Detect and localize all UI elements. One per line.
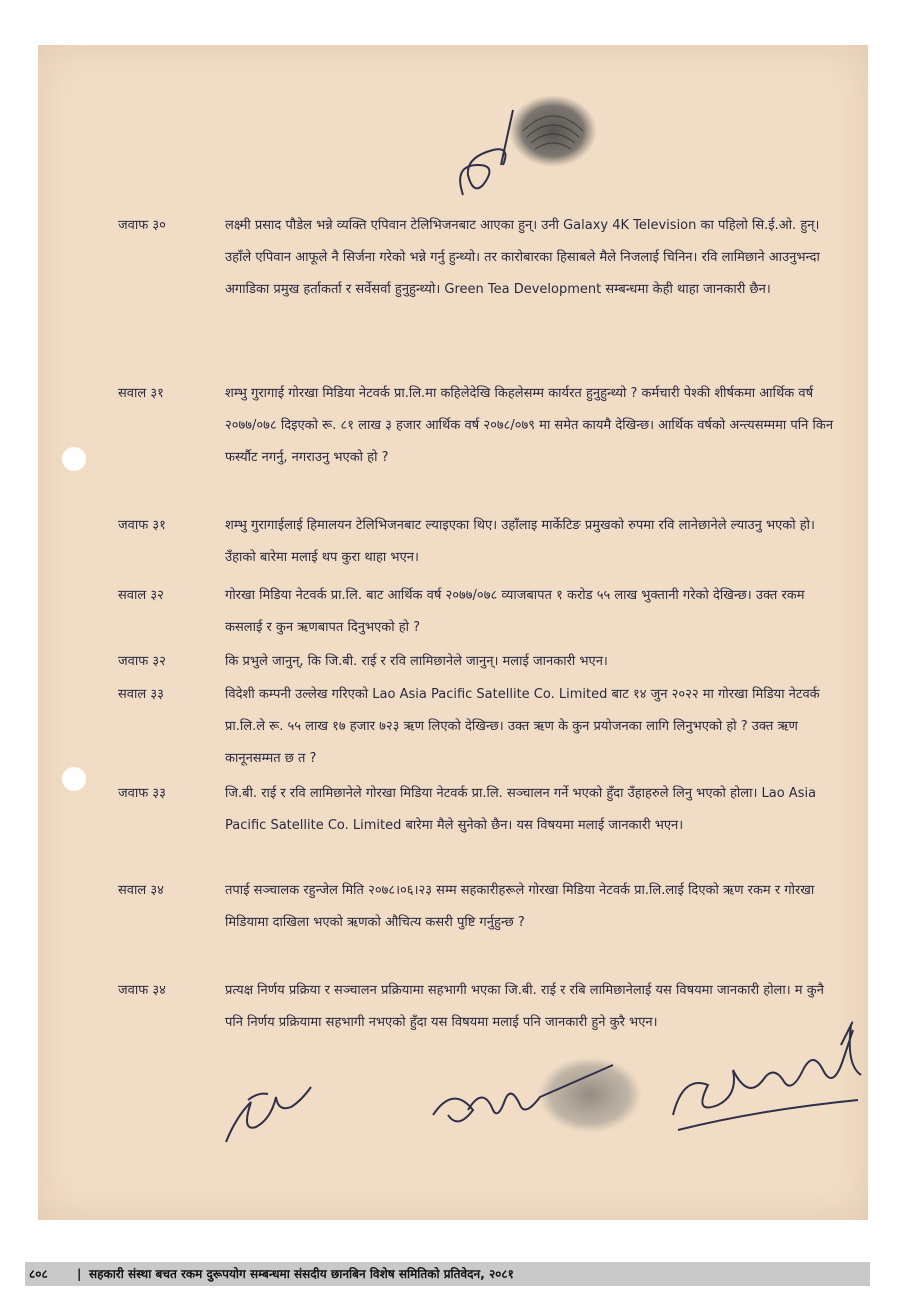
row-label: सवाल ३१ <box>118 386 164 401</box>
scanned-document-page <box>38 45 868 1220</box>
signature-top <box>443 105 523 200</box>
row-label: जवाफ ३२ <box>118 654 166 669</box>
row-label: जवाफ ३० <box>118 218 166 233</box>
row-label: जवाफ ३३ <box>118 786 166 801</box>
page-footer <box>25 1262 870 1286</box>
row-label: सवाल ३२ <box>118 588 164 603</box>
row-label: जवाफ ३४ <box>118 983 166 998</box>
punch-hole-lower <box>62 767 86 791</box>
signature-bottom-middle <box>423 1055 623 1145</box>
report-title: सहकारी संस्था बचत रकम दुरूपयोग सम्बन्धमा संसदीय छानबिन विशेष समितिको प्रतिवेदन, २०८१ <box>89 1267 514 1281</box>
row-text: शम्भु गुरागाई गोरखा मिडिया नेटवर्क प्रा.लि.मा कहिलेदेखि किहलेसम्म कार्यरत हुनुहुन्थ्यो ? कर्मचारी पेश्की शीर्षकमा आर्थिक वर्ष २०७७/०७८ दिइएको रू. ८१ लाख ३ हजार आर्थिक वर्ष २०७८/०७९ मा समेत कायमै देखिन्छ। आर्थिक वर्षको अन्त्यसम्ममा पनि किन फर्स्यौट नगर्नु, नगराउनु भएको हो ? <box>225 386 834 465</box>
row-label: सवाल ३४ <box>118 883 164 898</box>
signature-bottom-left <box>218 1070 318 1150</box>
row-text: कि प्रभुले जानुन्, कि जि.बी. राई र रवि लामिछानेले जानुन्। मलाई जानकारी भएन। <box>225 654 608 669</box>
row-text: विदेशी कम्पनी उल्लेख गरिएको Lao Asia Pacific Satellite Co. Limited बाट १४ जुन २०२२ मा गोरखा मिडिया नेटवर्क प्रा.लि.ले रू. ५५ लाख १७ हजार ७२३ ऋण लिएको देखिन्छ। उक्त ऋण के कुन प्रयोजनका लागि लिनुभएको हो ? उक्त ऋण कानूनसम्मत छ त ? <box>225 687 820 766</box>
row-label: सवाल ३३ <box>118 687 164 702</box>
row-label: जवाफ ३१ <box>118 518 166 533</box>
punch-hole-upper <box>62 447 86 471</box>
signature-bottom-right <box>663 1005 873 1145</box>
row-text: जि.बी. राई र रवि लामिछानेले गोरखा मिडिया नेटवर्क प्रा.लि. सञ्चालन गर्ने भएको हुँदा उँहाहरुले लिनु भएको होला। Lao Asia Pacific Satellite Co. Limited बारेमा मैले सुनेको छैन। यस विषयमा मलाई जानकारी भएन। <box>225 786 817 833</box>
footer-separator: | <box>77 1267 82 1281</box>
row-text: तपाई सञ्चालक रहुन्जेल मिति २०७८।०६।२३ सम्म सहकारीहरूले गोरखा मिडिया नेटवर्क प्रा.लि.लाई दिएको ऋण रकम र गोरखा मिडियामा दाखिला भएको ऋणको औचित्य कसरी पुष्टि गर्नुहुन्छ ? <box>225 883 815 930</box>
row-text: गोरखा मिडिया नेटवर्क प्रा.लि. बाट आर्थिक वर्ष २०७७/०७८ व्याजबापत १ करोड ५५ लाख भुक्तानी गरेको देखिन्छ। उक्त रकम कसलाई र कुन ऋणबापत दिनुभएको हो ? <box>225 588 805 635</box>
page-number: ८०८ <box>29 1267 48 1281</box>
row-text: लक्ष्मी प्रसाद पौडेल भन्ने व्यक्ति एपिवान टेलिभिजनबाट आएका हुन्। उनी Galaxy 4K Television का पहिलो सि.ई.ओ. हुन्। उहाँले एपिवान आफूले नै सिर्जना गरेको भन्ने गर्नु हुन्थ्यो। तर कारोबारका हिसाबले मैले निजलाई चिनिन। रवि लामिछाने आउनुभन्दा अगाडिका प्रमुख हर्ताकर्ता र सर्वेसर्वा हुनुहुन्थ्यो। Green Tea Development सम्बन्धमा केही थाहा जानकारी छैन। <box>225 218 820 297</box>
row-text: शम्भु गुरागाईलाई हिमालयन टेलिभिजनबाट ल्याइएका थिए। उहाँलाइ मार्केटिङ प्रमुखको रुपमा रवि लानेछानेले ल्याउनु भएको हो। उँहाको बारेमा मलाई थप कुरा थाहा भएन। <box>225 518 815 565</box>
row-text: प्रत्यक्ष निर्णय प्रक्रिया र सञ्चालन प्रक्रियामा सहभागी भएका जि.बी. राई र रबि लामिछानेलाई यस विषयमा जानकारी होला। म कुनै पनि निर्णय प्रक्रियामा सहभागी नभएको हुँदा यस विषयमा मलाई पनि जानकारी हुने कुरै भएन। <box>225 983 824 1030</box>
